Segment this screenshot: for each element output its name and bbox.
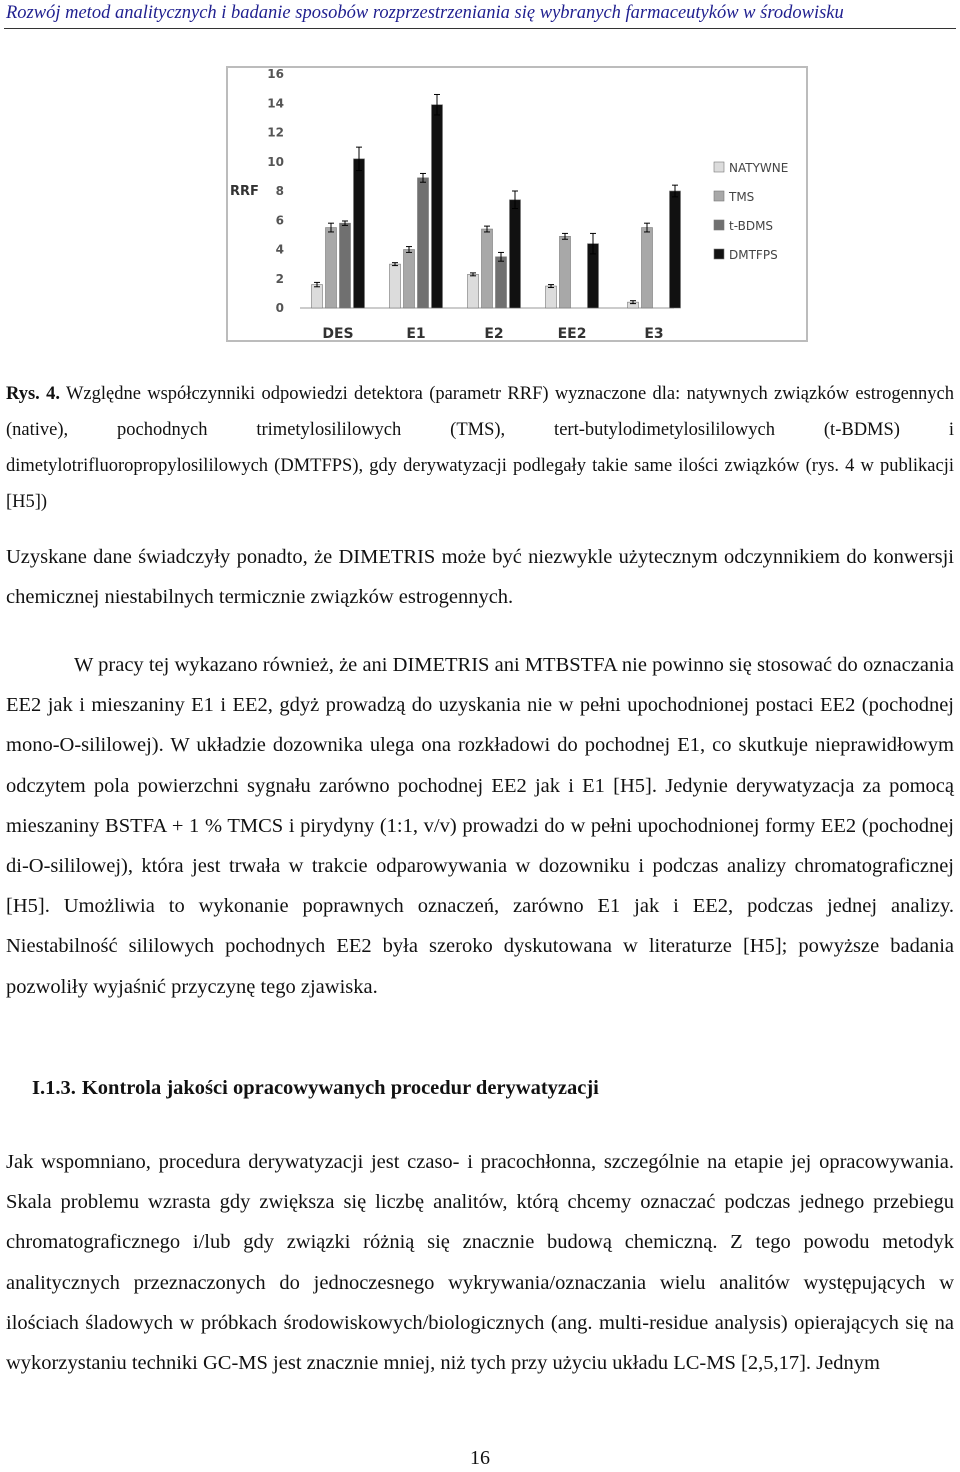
bar-NATYWNE-DES: [312, 285, 323, 308]
running-header: [0, 0, 960, 28]
bar-TMS-E3: [642, 228, 653, 308]
figure-caption-text: Względne współczynniki odpowiedzi detektora (parametr RRF) wyznaczone dla: natywnych związków estrogennych (native), pochodnych trimetylosililowych (TMS), tert-butylodimetylosililowych (t-BDMS) i dimetylotrifluoropropylosililowych (DMTFPS), gdy derywatyzacji podlegały takie same ilości związków (rys. 4 w publikacji [H5]): [6, 384, 954, 512]
legend-swatch-t-BDMS: [714, 220, 724, 230]
running-header-title: Rozwój metod analitycznych i badanie sposobów rozprzestrzeniania się wybranych farmaceutyków w środowisku: [6, 3, 844, 23]
bar-t-BDMS-E1: [418, 178, 429, 308]
y-tick-label: 6: [275, 213, 284, 228]
bar-DMTFPS-E1: [432, 105, 443, 308]
y-tick-label: 12: [267, 125, 284, 140]
legend-swatch-DMTFPS: [714, 249, 724, 259]
x-tick-label: E3: [644, 326, 664, 342]
section-number: I.1.3.: [32, 1077, 76, 1099]
legend-label: TMS: [729, 190, 755, 204]
bar-DMTFPS-DES: [354, 159, 365, 308]
y-tick-label: 4: [275, 242, 284, 257]
bar-TMS-E1: [404, 250, 415, 309]
x-tick-label: EE2: [557, 326, 587, 342]
y-tick-label: 8: [275, 184, 284, 198]
bar-t-BDMS-DES: [340, 223, 351, 308]
bar-NATYWNE-E1: [390, 264, 401, 308]
y-tick-label: 2: [275, 271, 284, 286]
y-tick-label: 14: [267, 96, 284, 111]
x-tick-label: E1: [406, 326, 426, 342]
legend-label: t-BDMS: [729, 219, 774, 233]
section-title: Kontrola jakości opracowywanych procedur derywatyzacji: [81, 1077, 599, 1099]
y-tick-label: 0: [275, 301, 284, 315]
figure-label: Rys. 4.: [6, 384, 60, 404]
bar-NATYWNE-E2: [468, 274, 479, 308]
bar-TMS-EE2: [560, 236, 571, 308]
bar-DMTFPS-E3: [670, 191, 681, 308]
rrf-bar-chart: [226, 66, 808, 342]
figure-caption: [6, 376, 954, 520]
paragraph-1: Uzyskane dane świadczyły ponadto, że DIMETRIS może być niezwykle użytecznym odczynnikiem do konwersji chemicznej niestabilnych termicznie związków estrogennych.: [6, 546, 954, 609]
x-tick-label: E2: [484, 326, 504, 342]
legend-swatch-NATYWNE: [714, 162, 724, 172]
bar-t-BDMS-E2: [496, 257, 507, 308]
y-axis-label: RRF: [230, 184, 259, 199]
legend-label: DMTFPS: [729, 248, 778, 262]
bar-DMTFPS-E2: [510, 200, 521, 308]
bar-NATYWNE-EE2: [546, 286, 557, 308]
paragraph-3: Jak wspomniano, procedura derywatyzacji jest czaso- i pracochłonna, szczególnie na etapie jej opracowywania. Skala problemu wzrasta gdy zwiększa się liczbę analitów, którą chcemy oznaczać podczas jednego przebiegu chromatograficznego i/lub gdy związki różnią się znacznie budową chemiczną. Z tego powodu metodyk analitycznych przeznaczonych do jednoczesnego wykrywania/oznaczania wielu analitów występujących w ilościach śladowych w próbkach środowiskowych/biologicznych (ang. multi-residue analysis) opierających się na wykorzystaniu techniki GC-MS jest znacznie mniej, niż tych przy użyciu układu LC-MS [2,5,17]. Jednym: [6, 1151, 954, 1375]
y-tick-label: 10: [267, 154, 284, 169]
legend-swatch-TMS: [714, 191, 724, 201]
y-tick-label: 16: [267, 67, 284, 81]
bar-TMS-DES: [326, 228, 337, 308]
page-number: 16: [470, 1447, 490, 1469]
chart-svg: [226, 66, 808, 342]
bar-TMS-E2: [482, 229, 493, 308]
legend-label: NATYWNE: [729, 161, 789, 175]
section-heading: [32, 1077, 605, 1100]
paragraph-2: W pracy tej wykazano również, że ani DIMETRIS ani MTBSTFA nie powinno się stosować do oznaczania EE2 jak i mieszaniny E1 i EE2, gdyż prowadzą do uzyskania nie w pełni upochodnionej postaci EE2 (pochodnej mono-O-sililowej). W układzie dozownika ulega ona rozkładowi do pochodnej E1, co skutkuje nieprawidłowym odczytem pola powierzchni sygnału zarówno pochodnej EE2 jak i E1 [H5]. Jedynie derywatyzacja za pomocą mieszaniny BSTFA + 1 % TMCS i pirydyny (1:1, v/v) prowadzi do w pełni upochodnionej formy EE2 (pochodnej di-O-sililowej), która jest trwała w trakcie odparowywania w dozowniku i podczas analizy chromatograficznej [H5]. Umożliwia to wykonanie poprawnych oznaczeń, zarówno E1 jak i EE2, podczas jednej analizy. Niestabilność sililowych pochodnych EE2 była szeroko dyskutowana w literaturze [H5]; powyższe badania pozwoliły wyjaśnić przyczynę tego zjawiska.: [6, 654, 954, 998]
header-rule: [4, 28, 956, 29]
x-tick-label: DES: [322, 326, 354, 342]
